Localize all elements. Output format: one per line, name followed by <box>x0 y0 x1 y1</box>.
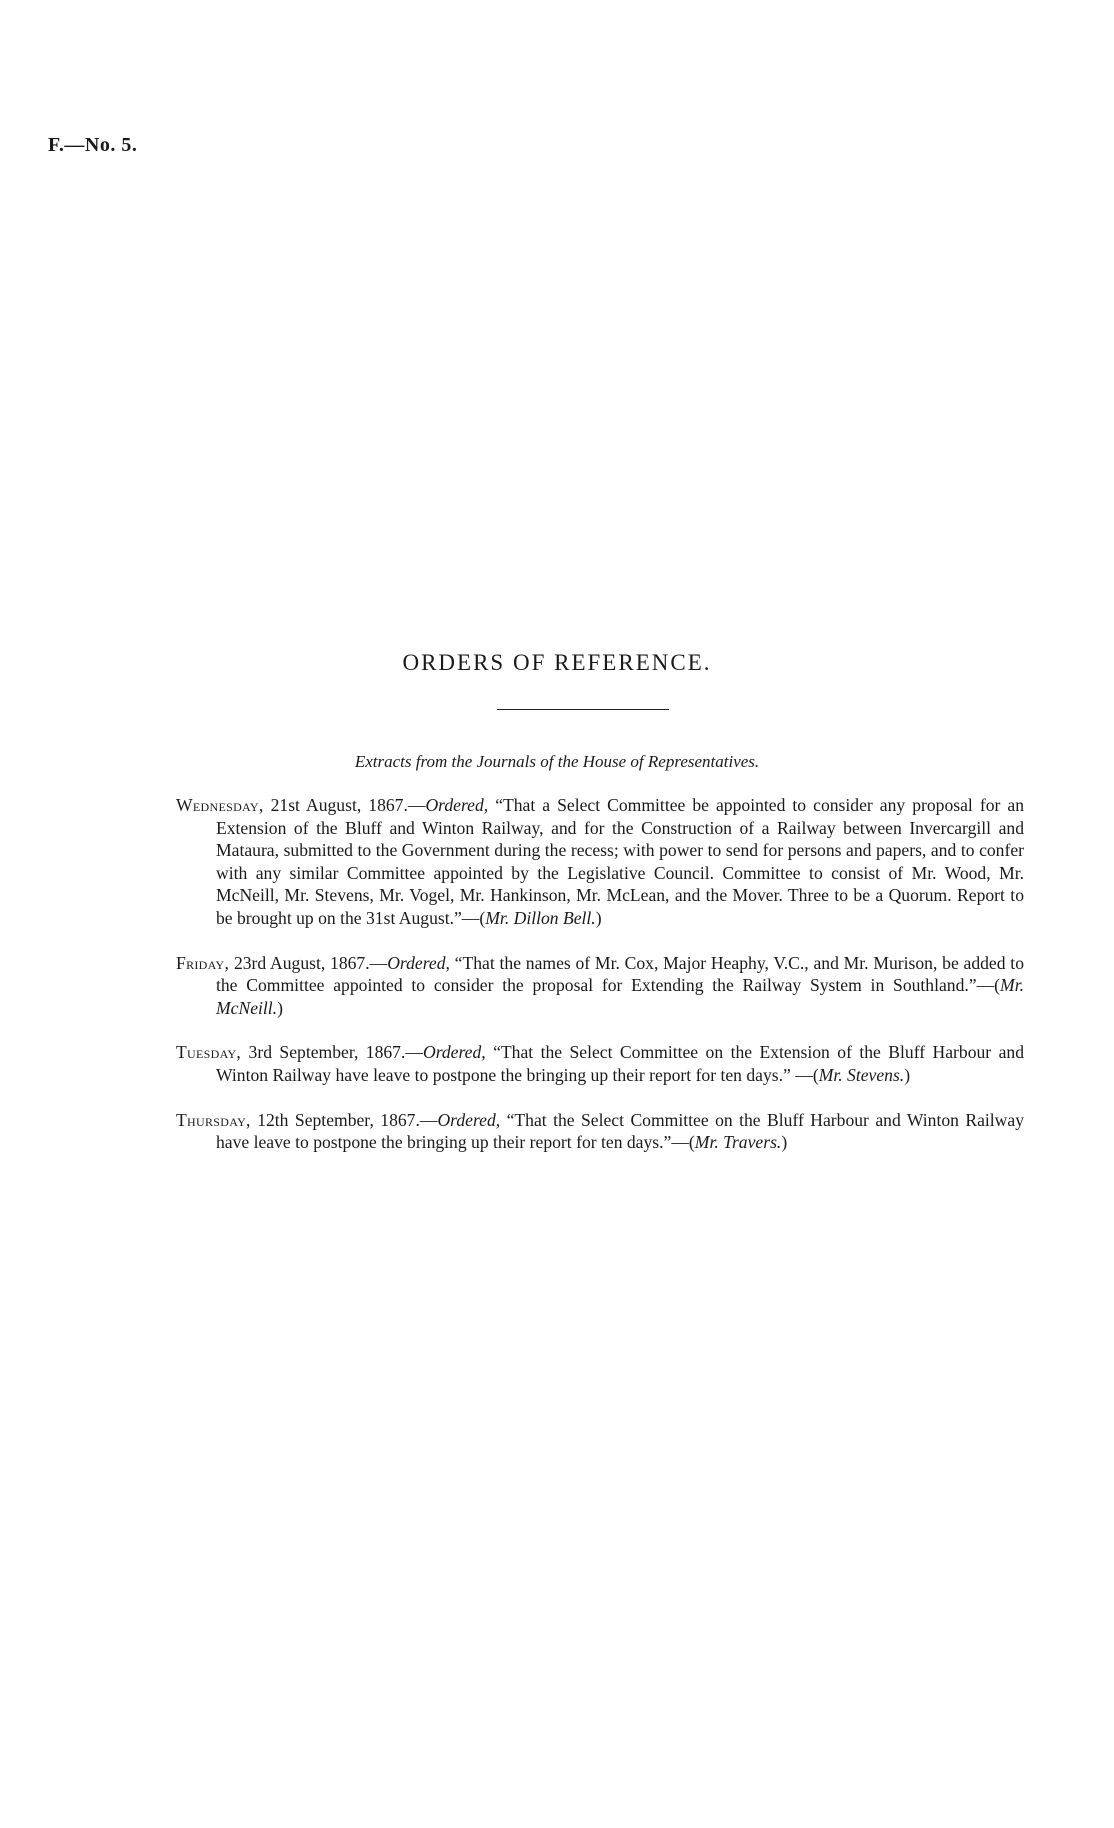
document-reference: F.—No. 5. <box>48 134 138 156</box>
order-entry <box>176 1041 1024 1086</box>
order-entry <box>176 794 1024 930</box>
entry-close: ) <box>904 1064 911 1085</box>
entry-ordered: Ordered, <box>387 952 450 973</box>
entry-text: “That a Select Committee be appointed to consider any proposal for an Extension of the Bluff and Winton Railway, and for the Construction of a Railway between Invercargill and Mataura, submitted to the Government during the recess; with power to send for persons and papers, and to confer with any similar Committee appointed by the Legislative Council. Committee to consist of Mr. Wood, Mr. McNeill, Mr. Stevens, Mr. Vogel, Mr. Hankinson, Mr. McLean, and the Mover. Three to be a Quorum. Report to be brought up on the 31st August.”—( <box>216 795 1024 928</box>
page-title: ORDERS OF REFERENCE. <box>402 650 712 675</box>
entry-close: ) <box>595 907 602 928</box>
entry-mover: Mr. Dillon Bell. <box>485 907 596 928</box>
entry-close: ) <box>277 997 283 1018</box>
entry-day: Thursday, <box>176 1109 251 1130</box>
orders-list <box>176 794 1024 1176</box>
entry-mover: Mr. Stevens. <box>818 1064 905 1085</box>
entry-text: “That the names of Mr. Cox, Major Heaphy, V.C., and Mr. Murison, be added to the Committee appointed to consider the proposal for Extending the Railway System in Southland.”—( <box>216 952 1024 996</box>
page-subtitle: Extracts from the Journals of the House of Representatives. <box>354 752 760 771</box>
entry-day: Friday, <box>176 952 230 973</box>
entry-ordered: Ordered, <box>425 795 489 815</box>
entry-date: 23rd August, 1867.— <box>229 952 388 973</box>
entry-day: Tuesday, <box>176 1042 242 1063</box>
entry-date: 12th September, 1867.— <box>250 1109 438 1130</box>
order-entry <box>176 1109 1024 1154</box>
entry-ordered: Ordered, <box>422 1042 486 1063</box>
entry-date: 21st August, 1867.— <box>263 795 426 815</box>
entry-mover: Mr. McNeill. <box>216 975 1024 1018</box>
entry-date: 3rd September, 1867.— <box>241 1042 423 1063</box>
entry-day: Wednesday, <box>176 795 264 815</box>
entry-close: ) <box>781 1132 788 1153</box>
entry-ordered: Ordered, <box>437 1109 501 1130</box>
order-entry <box>176 952 1024 1020</box>
entry-text: “That the Select Committee on the Bluff Harbour and Winton Railway have leave to postpone the bringing up their report for ten days.”—( <box>216 1109 1024 1153</box>
title-divider <box>497 709 669 710</box>
entry-mover: Mr. Travers. <box>694 1132 782 1153</box>
entry-text: “That the Select Committee on the Extension of the Bluff Harbour and Winton Railway have leave to postpone the bringing up their report for ten days.” —( <box>216 1042 1024 1085</box>
